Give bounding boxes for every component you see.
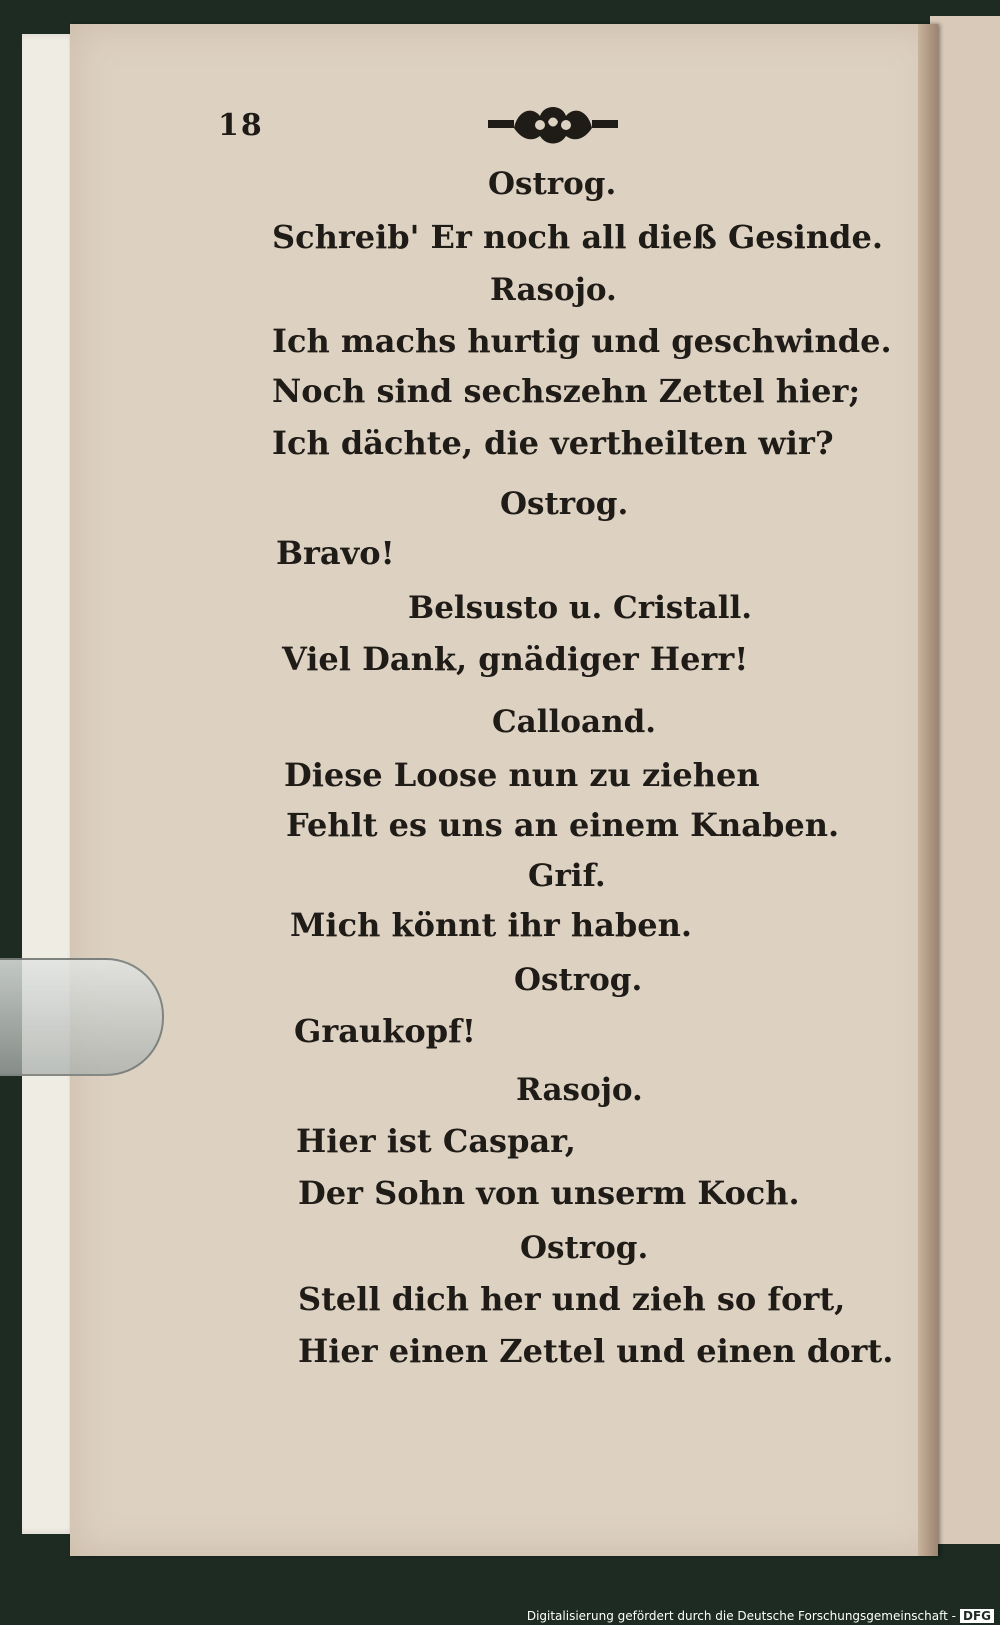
plastic-page-clip: [0, 958, 164, 1076]
dfg-logo: DFG: [960, 1609, 994, 1623]
speaker-belsusto-cristall: Belsusto u. Cristall.: [408, 590, 753, 626]
verse-line: Noch sind sechszehn Zettel hier;: [272, 372, 861, 410]
verse-line: Diese Loose nun zu ziehen: [284, 756, 760, 794]
speaker-ostrog: Ostrog.: [520, 1230, 649, 1266]
page-gutter-shadow: [918, 24, 938, 1556]
page-number: 18: [218, 108, 264, 143]
verse-line: Hier ist Caspar,: [296, 1122, 576, 1160]
speaker-ostrog: Ostrog.: [514, 962, 643, 998]
verse-line: Mich könnt ihr haben.: [290, 906, 692, 944]
verse-line: Hier einen Zettel und einen dort.: [298, 1332, 894, 1370]
speaker-calloand: Calloand.: [492, 704, 657, 740]
credit-text: Digitalisierung gefördert durch die Deutsche Forschungsgemeinschaft -: [526, 1609, 956, 1623]
verse-line: Stell dich her und zieh so fort,: [298, 1280, 846, 1318]
verse-line: Bravo!: [276, 534, 395, 572]
verse-line: Ich machs hurtig und geschwinde.: [272, 322, 892, 360]
verse-line: Der Sohn von unserm Koch.: [298, 1174, 800, 1212]
facing-page-edge: [930, 16, 1000, 1544]
verse-line: Schreib' Er noch all dieß Gesinde.: [272, 218, 883, 256]
verse-line: Graukopf!: [294, 1012, 476, 1050]
speaker-rasojo: Rasojo.: [516, 1072, 643, 1108]
speaker-ostrog: Ostrog.: [500, 486, 629, 522]
speaker-grif: Grif.: [528, 858, 606, 894]
verse-line: Ich dächte, die vertheilten wir?: [272, 424, 834, 462]
digitization-credit: [527, 1609, 994, 1623]
verse-line: Viel Dank, gnädiger Herr!: [282, 640, 749, 678]
verse-line: Fehlt es uns an einem Knaben.: [286, 806, 840, 844]
speaker-rasojo: Rasojo.: [490, 272, 617, 308]
speaker-ostrog: Ostrog.: [488, 166, 617, 202]
printer-ornament-icon: [488, 100, 618, 150]
